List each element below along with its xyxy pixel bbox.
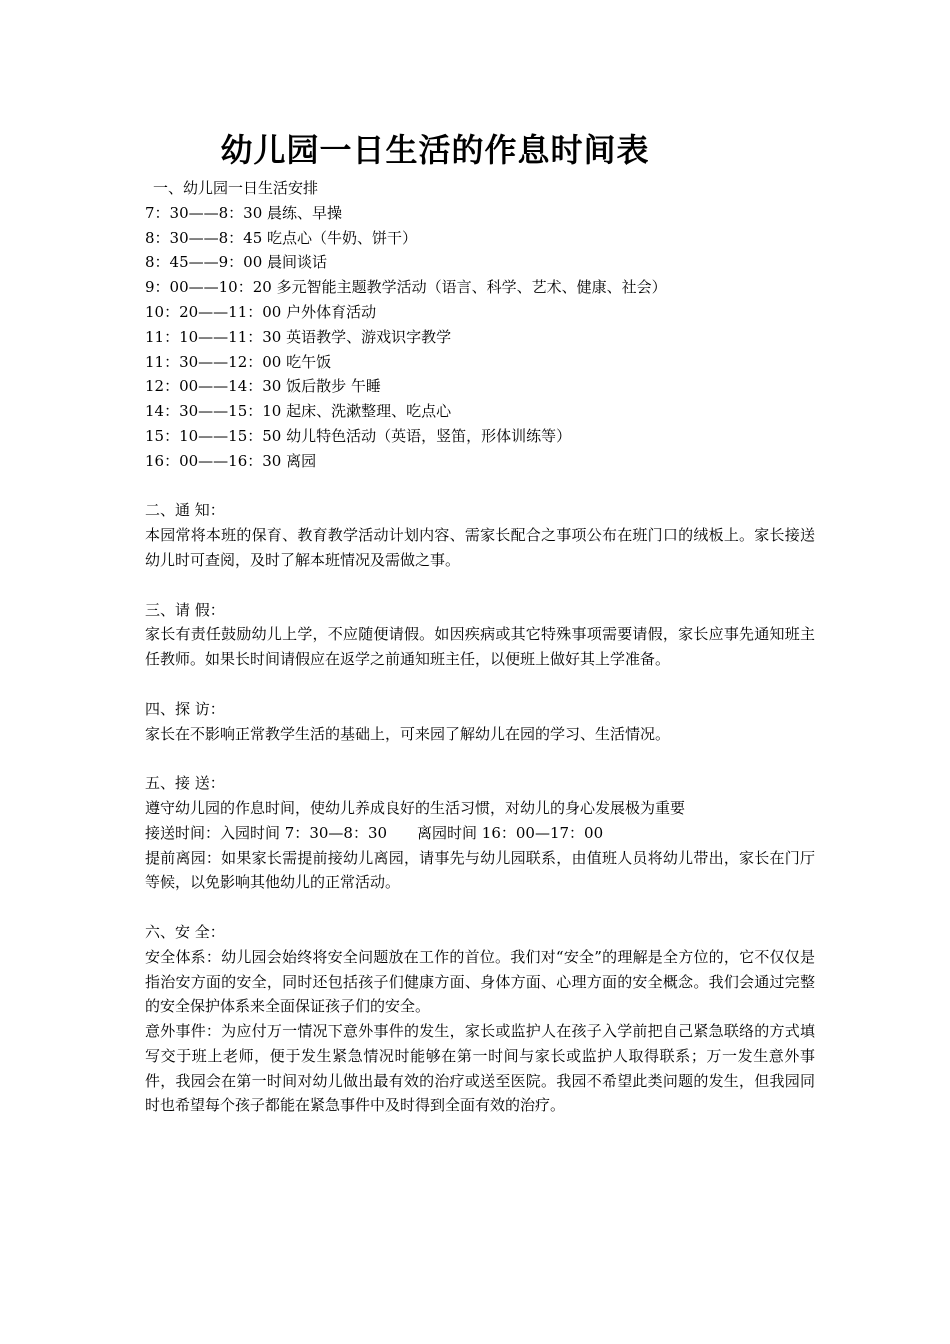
schedule-item: 8：30——8：45 吃点心（牛奶、饼干）: [145, 228, 418, 247]
safety-system-text: 安全体系：幼儿园会始终将安全问题放在工作的首位。我们对“安全”的理解是全方位的，它不仅仅是指治安方面的安全，同时还包括孩子们健康方面、身体方面、心理方面的安全概念。我们会通过完整的安全保护体系来全面保证孩子们的安全。: [145, 947, 815, 1016]
pickup-early-leave: 提前离园：如果家长需提前接幼儿离园，请事先与幼儿园联系，由值班人员将幼儿带出，家长在门厅等候，以免影响其他幼儿的正常活动。: [145, 848, 815, 892]
pickup-heading: 五、接 送：: [145, 774, 225, 793]
schedule-item: 10：20——11：00 户外体育活动: [145, 302, 377, 321]
pickup-text-1: 遵守幼儿园的作息时间，使幼儿养成良好的生活习惯，对幼儿的身心发展极为重要: [145, 798, 686, 817]
schedule-item: 12：00——14：30 饭后散步 午睡: [145, 377, 381, 396]
schedule-item: 11：30——12：00 吃午饭: [145, 352, 332, 371]
notice-heading: 二、通 知：: [145, 501, 225, 520]
spacer: [145, 573, 815, 598]
visit-text: 家长在不影响正常教学生活的基础上，可来园了解幼儿在园的学习、生活情况。: [145, 724, 671, 743]
schedule-item: 14：30——15：10 起床、洗漱整理、吃点心: [145, 402, 452, 421]
schedule-heading: 一、幼儿园一日生活安排: [153, 179, 319, 197]
document-body: [145, 176, 815, 1118]
schedule-item: 9：00——10：20 多元智能主题教学活动（语言、科学、艺术、健康、社会）: [145, 278, 667, 297]
notice-text: 本园常将本班的保育、教育教学活动计划内容、需家长配合之事项公布在班门口的绒板上。家长接送幼儿时可查阅，及时了解本班情况及需做之事。: [145, 526, 815, 569]
schedule-item: 7：30——8：30 晨练、早操: [145, 203, 343, 222]
pickup-times: 接送时间：入园时间 7：30—8：30 离园时间 16：00—17：00: [145, 823, 604, 842]
spacer: [145, 746, 815, 771]
schedule-item: 8：45——9：00 晨间谈话: [145, 253, 328, 272]
spacer: [145, 895, 815, 920]
safety-accident-text: 意外事件：为应付万一情况下意外事件的发生，家长或监护人在孩子入学前把自己紧急联络的方式填写交于班上老师，便于发生紧急情况时能够在第一时间与家长或监护人取得联系；万一发生意外事件，我园会在第一时间对幼儿做出最有效的治疗或送至医院。我园不希望此类问题的发生，但我园同时也希望每个孩子都能在紧急事件中及时得到全面有效的治疗。: [145, 1022, 815, 1115]
spacer: [145, 672, 815, 697]
schedule-item: 11：10——11：30 英语教学、游戏识字教学: [145, 327, 452, 346]
leave-text: 家长有责任鼓励幼儿上学，不应随便请假。如因疾病或其它特殊事项需要请假，家长应事先通知班主任教师。如果长时间请假应在返学之前通知班主任，以便班上做好其上学准备。: [145, 625, 815, 669]
visit-heading: 四、探 访：: [145, 699, 225, 718]
page-title: 幼儿园一日生活的作息时间表: [220, 131, 650, 169]
schedule-item: 16：00——16：30 离园: [145, 451, 317, 470]
schedule-item: 15：10——15：50 幼儿特色活动（英语，竖笛，形体训练等）: [145, 426, 572, 445]
leave-heading: 三、请 假：: [145, 600, 225, 619]
safety-heading: 六、安 全：: [145, 922, 225, 941]
spacer: [145, 474, 815, 499]
